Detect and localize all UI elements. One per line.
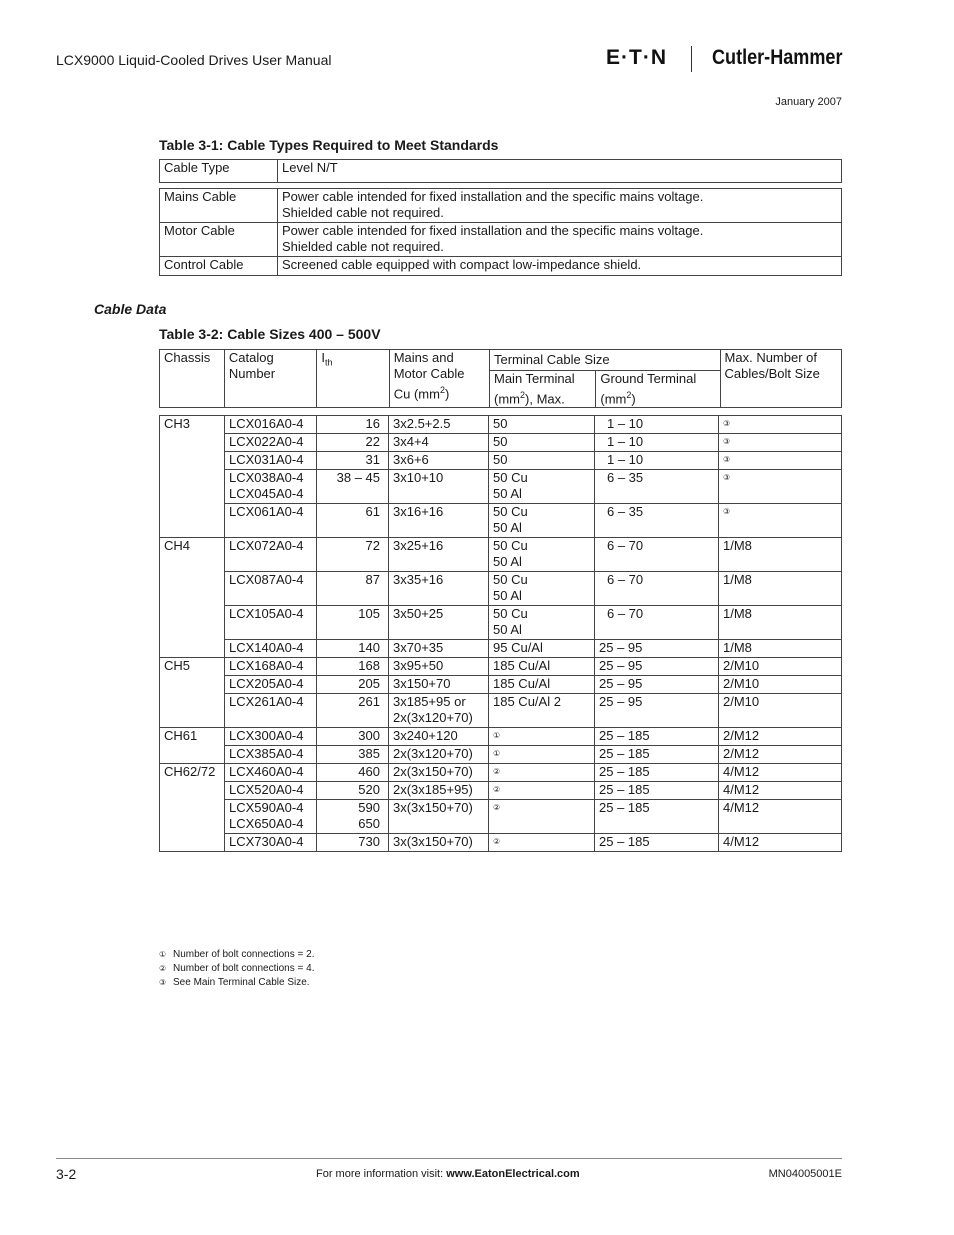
main-terminal-cell: ② (489, 782, 595, 800)
max-cables-cell: 2/M12 (719, 746, 842, 764)
ith-cell: 72 (317, 538, 389, 572)
table-row (160, 606, 842, 640)
ith-cell: 105 (317, 606, 389, 640)
table-row (160, 189, 842, 223)
max-cables-cell: ③ (719, 452, 842, 470)
table2-body (159, 415, 842, 852)
mains-cable-cell: 3x185+95 or 2x(3x120+70) (389, 694, 489, 728)
ground-terminal-cell: 1 – 10 (595, 434, 719, 452)
ground-terminal-cell: 6 – 70 (595, 538, 719, 572)
main-terminal-cell: 185 Cu/Al 2 (489, 694, 595, 728)
catalog-cell: LCX205A0-4 (225, 676, 317, 694)
ground-terminal-cell: 25 – 185 (595, 746, 719, 764)
catalog-cell: LCX105A0-4 (225, 606, 317, 640)
table-row (160, 764, 842, 782)
footer-divider (56, 1158, 842, 1159)
ground-terminal-cell: 25 – 95 (595, 640, 719, 658)
max-cables-cell: 4/M12 (719, 800, 842, 834)
main-terminal-cell: 95 Cu/Al (489, 640, 595, 658)
main-terminal-cell: 185 Cu/Al (489, 676, 595, 694)
ith-cell: 87 (317, 572, 389, 606)
ground-terminal-cell: 25 – 185 (595, 834, 719, 852)
col-ith: $I_{th}$ (317, 350, 389, 408)
max-cables-cell: 2/M10 (719, 694, 842, 728)
section-title: Cable Data (94, 301, 167, 317)
table-row (160, 416, 842, 434)
max-cables-cell: ③ (719, 416, 842, 434)
ith-cell: 261 (317, 694, 389, 728)
ith-cell: 140 (317, 640, 389, 658)
ith-cell: 460 (317, 764, 389, 782)
max-cables-cell: 2/M10 (719, 658, 842, 676)
catalog-cell: LCX385A0-4 (225, 746, 317, 764)
website-link[interactable]: www.EatonElectrical.com (446, 1168, 580, 1180)
col-terminal-cable-size: Terminal Cable Size (490, 350, 721, 371)
footnote: ① Number of bolt connections = 2. (159, 949, 315, 960)
mains-cable-cell: 3x25+16 (389, 538, 489, 572)
mains-cable-cell: 3x10+10 (389, 470, 489, 504)
col-max-cables: Max. Number of Cables/Bolt Size (720, 350, 841, 408)
table-row (160, 434, 842, 452)
max-cables-cell: 1/M8 (719, 538, 842, 572)
table-row (160, 640, 842, 658)
catalog-cell: LCX022A0-4 (225, 434, 317, 452)
main-terminal-cell: 50 (489, 452, 595, 470)
main-terminal-cell: ① (489, 746, 595, 764)
table-row (160, 538, 842, 572)
ith-cell: 16 (317, 416, 389, 434)
catalog-cell: LCX140A0-4 (225, 640, 317, 658)
table-row (160, 452, 842, 470)
max-cables-cell: 2/M10 (719, 676, 842, 694)
ground-terminal-cell: 6 – 35 (595, 470, 719, 504)
table-row (160, 694, 842, 728)
document-number: MN04005001E (768, 1168, 842, 1180)
catalog-cell: LCX016A0-4 (225, 416, 317, 434)
mains-cable-cell: 3x4+4 (389, 434, 489, 452)
main-terminal-cell: 50 (489, 416, 595, 434)
mains-cable-cell: 3x(3x150+70) (389, 834, 489, 852)
catalog-cell: LCX061A0-4 (225, 504, 317, 538)
ground-terminal-cell: 25 – 95 (595, 658, 719, 676)
table-row (160, 728, 842, 746)
page-number: 3-2 (56, 1166, 77, 1182)
ground-terminal-cell: 25 – 185 (595, 764, 719, 782)
ith-cell: 31 (317, 452, 389, 470)
max-cables-cell: 4/M12 (719, 834, 842, 852)
table1-cell: Motor Cable (160, 223, 278, 257)
max-cables-cell: 1/M8 (719, 572, 842, 606)
catalog-cell: LCX038A0-4 LCX045A0-4 (225, 470, 317, 504)
table2-caption: Table 3-2: Cable Sizes 400 – 500V (159, 326, 381, 342)
mains-cable-cell: 3x6+6 (389, 452, 489, 470)
chassis-cell: CH61 (160, 728, 225, 764)
ith-cell: 22 (317, 434, 389, 452)
ground-terminal-cell: 1 – 10 (595, 416, 719, 434)
footnote: ③ See Main Terminal Cable Size. (159, 977, 310, 988)
main-terminal-cell: ② (489, 800, 595, 834)
chassis-cell: CH62/72 (160, 764, 225, 852)
table-row (160, 470, 842, 504)
ground-terminal-cell: 1 – 10 (595, 452, 719, 470)
ground-terminal-cell: 6 – 35 (595, 504, 719, 538)
catalog-cell: LCX300A0-4 (225, 728, 317, 746)
max-cables-cell: 4/M12 (719, 764, 842, 782)
table1-header (159, 159, 842, 183)
main-terminal-cell: ① (489, 728, 595, 746)
main-terminal-cell: 50 (489, 434, 595, 452)
catalog-cell: LCX168A0-4 (225, 658, 317, 676)
main-terminal-cell: ② (489, 834, 595, 852)
document-title: LCX9000 Liquid-Cooled Drives User Manual (56, 52, 332, 68)
table-row (160, 800, 842, 834)
table1-caption: Table 3-1: Cable Types Required to Meet Standards (159, 137, 499, 153)
max-cables-cell: ③ (719, 470, 842, 504)
table1-col-level: Level N/T (278, 160, 842, 183)
main-terminal-cell: ② (489, 764, 595, 782)
table2-header (159, 349, 842, 408)
col-mains-motor-cable: Mains and Motor Cable Cu $(mm^2)$ (389, 350, 489, 408)
main-terminal-cell: 50 Cu 50 Al (489, 572, 595, 606)
document-date: January 2007 (775, 96, 842, 108)
ground-terminal-cell: 25 – 185 (595, 800, 719, 834)
table1-cell: Screened cable equipped with compact low-impedance shield. (278, 257, 842, 276)
mains-cable-cell: 3x70+35 (389, 640, 489, 658)
catalog-cell: LCX031A0-4 (225, 452, 317, 470)
ith-cell: 590 650 (317, 800, 389, 834)
main-terminal-cell: 50 Cu 50 Al (489, 606, 595, 640)
mains-cable-cell: 3x240+120 (389, 728, 489, 746)
table1-cell: Power cable intended for fixed installation and the specific mains voltage. Shielded cable not required. (278, 223, 842, 257)
table1-cell: Control Cable (160, 257, 278, 276)
mains-cable-cell: 2x(3x120+70) (389, 746, 489, 764)
ith-cell: 730 (317, 834, 389, 852)
ith-cell: 61 (317, 504, 389, 538)
mains-cable-cell: 3x35+16 (389, 572, 489, 606)
main-terminal-cell: 185 Cu/Al (489, 658, 595, 676)
main-terminal-cell: 50 Cu 50 Al (489, 504, 595, 538)
mains-cable-cell: 3x(3x150+70) (389, 800, 489, 834)
col-catalog: Catalog Number (224, 350, 317, 408)
footnote: ② Number of bolt connections = 4. (159, 963, 315, 974)
ith-cell: 205 (317, 676, 389, 694)
table-row (160, 572, 842, 606)
catalog-cell: LCX730A0-4 (225, 834, 317, 852)
catalog-cell: LCX072A0-4 (225, 538, 317, 572)
main-terminal-cell: 50 Cu 50 Al (489, 538, 595, 572)
ground-terminal-cell: 6 – 70 (595, 572, 719, 606)
table1-body (159, 188, 842, 276)
catalog-cell: LCX520A0-4 (225, 782, 317, 800)
col-chassis: Chassis (160, 350, 225, 408)
catalog-cell: LCX460A0-4 (225, 764, 317, 782)
ith-cell: 38 – 45 (317, 470, 389, 504)
eaton-logo: E·T·N (606, 46, 667, 69)
max-cables-cell: 1/M8 (719, 640, 842, 658)
chassis-cell: CH4 (160, 538, 225, 658)
logo-divider (691, 46, 692, 72)
ground-terminal-cell: 25 – 95 (595, 676, 719, 694)
table-row (160, 658, 842, 676)
ith-cell: 168 (317, 658, 389, 676)
table-row (160, 782, 842, 800)
chassis-cell: CH3 (160, 416, 225, 538)
max-cables-cell: 2/M12 (719, 728, 842, 746)
mains-cable-cell: 2x(3x185+95) (389, 782, 489, 800)
mains-cable-cell: 3x16+16 (389, 504, 489, 538)
cutler-hammer-logo: Cutler-Hammer (712, 46, 843, 69)
max-cables-cell: 4/M12 (719, 782, 842, 800)
table-row (160, 746, 842, 764)
table-row (160, 676, 842, 694)
catalog-cell: LCX590A0-4 LCX650A0-4 (225, 800, 317, 834)
table1-cell: Mains Cable (160, 189, 278, 223)
ground-terminal-cell: 25 – 95 (595, 694, 719, 728)
table-row (160, 257, 842, 276)
ground-terminal-cell: 6 – 70 (595, 606, 719, 640)
table-row (160, 834, 842, 852)
mains-cable-cell: 3x2.5+2.5 (389, 416, 489, 434)
ith-cell: 300 (317, 728, 389, 746)
max-cables-cell: ③ (719, 434, 842, 452)
table-row (160, 504, 842, 538)
footer-visit: For more information visit: www.EatonElectrical.com (316, 1168, 580, 1180)
mains-cable-cell: 3x150+70 (389, 676, 489, 694)
catalog-cell: LCX261A0-4 (225, 694, 317, 728)
col-main-terminal: Main Terminal $(mm^2)$, Max. (490, 371, 596, 408)
catalog-cell: LCX087A0-4 (225, 572, 317, 606)
main-terminal-cell: 50 Cu 50 Al (489, 470, 595, 504)
max-cables-cell: ③ (719, 504, 842, 538)
mains-cable-cell: 3x50+25 (389, 606, 489, 640)
ith-cell: 385 (317, 746, 389, 764)
ground-terminal-cell: 25 – 185 (595, 782, 719, 800)
ground-terminal-cell: 25 – 185 (595, 728, 719, 746)
chassis-cell: CH5 (160, 658, 225, 728)
mains-cable-cell: 2x(3x150+70) (389, 764, 489, 782)
table-row (160, 223, 842, 257)
max-cables-cell: 1/M8 (719, 606, 842, 640)
table1-col-cable-type: Cable Type (160, 160, 278, 183)
col-ground-terminal: Ground Terminal $(mm^2)$ (596, 371, 720, 408)
ith-cell: 520 (317, 782, 389, 800)
table1-cell: Power cable intended for fixed installation and the specific mains voltage. Shielded cable not required. (278, 189, 842, 223)
mains-cable-cell: 3x95+50 (389, 658, 489, 676)
